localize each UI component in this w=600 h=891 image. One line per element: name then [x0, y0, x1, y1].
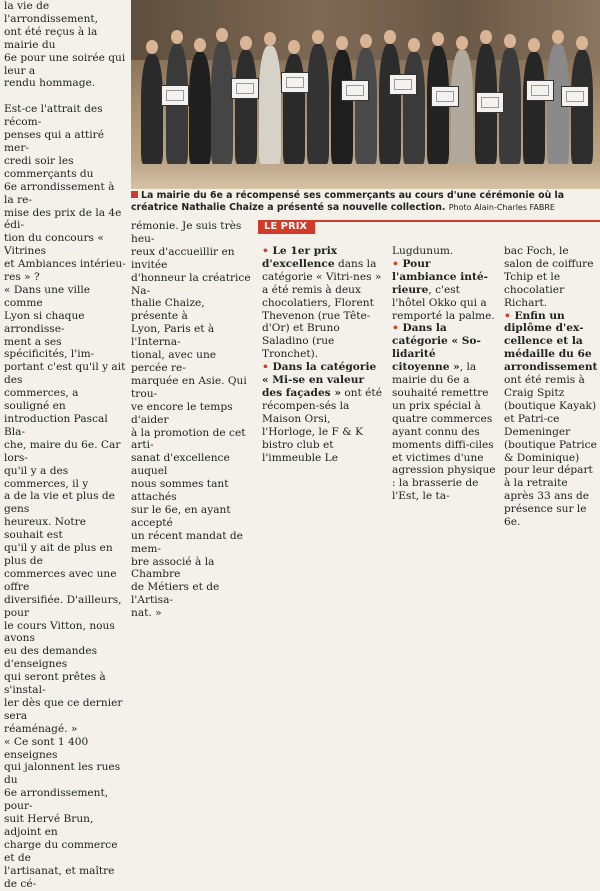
photo-caption	[131, 190, 600, 214]
award-frame	[526, 80, 554, 101]
text-line: commerces, a souligné en	[4, 387, 79, 413]
person-figure	[355, 48, 377, 164]
text-line: « Ce sont 1 400 enseignes	[4, 735, 89, 761]
prize-item	[262, 361, 386, 464]
text-line: suit Hervé Brun, adjoint en	[4, 813, 94, 838]
article-column-2	[131, 220, 254, 620]
text-line: mise des prix de la 4e édi-	[4, 206, 122, 232]
text-line: nous sommes tant attachés	[131, 478, 229, 504]
person-figure	[307, 44, 329, 164]
text-line: Lyon si chaque arrondisse-	[4, 309, 85, 335]
person-figure	[259, 46, 281, 164]
person-head	[432, 32, 444, 46]
person-head	[480, 30, 492, 44]
text-line: eu des demandes d'enseignes	[4, 645, 98, 671]
person-figure	[235, 50, 257, 164]
person-figure	[571, 50, 593, 164]
person-head	[552, 30, 564, 44]
prize-text: , c'est l'hôtel Okko qui a remporté la palme.	[392, 283, 495, 322]
prize-text: , la mairie du 6e a souhaité remettre un prix spécial à quatre commerces ayant connu des moments diffi-ciles et victimes d'une agression physique : la brasserie de l'Est, le ta-	[392, 361, 496, 503]
text-line: à la promotion de cet arti-	[131, 426, 246, 452]
award-frame	[161, 85, 189, 106]
text-line: ont été reçus à la mairie du	[4, 25, 98, 51]
bullet-icon: •	[262, 245, 273, 257]
text-line: heureux. Notre souhait est	[4, 516, 87, 542]
text-line: che, maire du 6e. Car lors-	[4, 438, 121, 464]
text-line: rendu hommage.	[4, 77, 96, 90]
person-head	[336, 36, 348, 50]
text-line: res » ?	[4, 271, 40, 284]
ceremony-photo	[131, 0, 600, 189]
prize-text: ont été remis à Craig Spitz (boutique Kayak) et Patri-ce Demeninger (boutique Patrice & Dominique) pour leur départ à la retraite après 33 ans de présence sur le 6e.	[504, 374, 597, 529]
award-frame	[389, 74, 417, 95]
bullet-icon: •	[262, 361, 273, 374]
text-line: thalie Chaize, présente à	[131, 297, 205, 323]
person-figure	[403, 52, 425, 164]
text-line: bre associé à la Chambre	[131, 555, 215, 581]
text-line: qui jalonnent les rues du	[4, 761, 121, 787]
text-line: diversifiée. D'ailleurs, pour	[4, 593, 122, 619]
person-head	[146, 40, 158, 54]
bullet-icon: •	[392, 322, 403, 335]
text-line: d'honneur la créatrice Na-	[131, 271, 251, 297]
prize-item	[392, 258, 496, 323]
person-head	[456, 36, 468, 50]
text-line: ve encore le temps d'aider	[131, 400, 233, 426]
prize-item	[392, 322, 496, 503]
award-frame	[281, 72, 309, 93]
award-frame	[431, 86, 459, 107]
text-line: ler dès que ce dernier sera	[4, 696, 123, 722]
text-line: et Ambiances intérieu-	[4, 258, 126, 271]
red-square-icon	[131, 191, 138, 198]
prize-category: Dans la catégorie « Mi-se en valeur des façades »	[262, 361, 377, 399]
text-line: reux d'accueillir en invitée	[131, 245, 235, 271]
text-line: tion du concours « Vitrines	[4, 232, 104, 258]
prize-item	[392, 245, 496, 258]
person-figure	[189, 52, 211, 164]
person-head	[194, 38, 206, 52]
award-frame	[341, 80, 369, 101]
text-line: l'artisanat, et maître de cé-	[4, 864, 115, 890]
bullet-icon: •	[504, 309, 515, 322]
text-line: un récent mandat de mem-	[131, 529, 243, 555]
person-head	[216, 28, 228, 42]
prize-category: Pour l'ambiance inté-rieure	[392, 257, 488, 296]
prize-category: Le 1er prix d'excellence	[262, 245, 338, 270]
text-line: ment a ses spécificités, l'im-	[4, 335, 95, 361]
person-head	[504, 34, 516, 48]
person-head	[576, 36, 588, 50]
prize-text: bac Foch, le salon de coiffure Tchip et le chocolatier Richart.	[504, 245, 594, 309]
text-line: commerces avec une offre	[4, 567, 117, 593]
text-line: qu'il y a des commerces, il y	[4, 464, 89, 490]
text-line: nat. »	[131, 607, 162, 620]
prize-text: ont été récompen-sés la Maison Orsi, l'Horloge, le F & K bistro club et l'immeuble Le	[262, 386, 382, 464]
bullet-icon: •	[392, 257, 403, 270]
text-line: marquée en Asie. Qui trou-	[131, 374, 247, 400]
text-line: charge du commerce et de	[4, 838, 118, 864]
text-line: réaménagé. »	[4, 722, 78, 735]
text-line: sanat d'excellence auquel	[131, 452, 230, 478]
text-line: sur le 6e, en ayant accepté	[131, 503, 231, 529]
text-line: Lyon, Paris et à l'Interna-	[131, 323, 215, 349]
prize-column-b	[392, 245, 496, 503]
person-figure	[141, 54, 163, 164]
person-head	[240, 36, 252, 50]
caption-text: La mairie du 6e a récompensé ses commerçants au cours d'une cérémonie où la créatrice Nathalie Chaize a présenté sa nouvelle collection.	[131, 190, 565, 213]
prize-category: Enfin un diplôme d'ex-cellence et la médaille du 6e arrondissement	[504, 309, 598, 374]
prize-item	[262, 245, 386, 361]
prize-text: Lugdunum.	[392, 245, 454, 257]
person-figure	[331, 50, 353, 164]
person-head	[528, 38, 540, 52]
text-line: qu'il y ait de plus en plus de	[4, 542, 113, 567]
award-frame	[476, 92, 504, 113]
text-line: la vie de l'arrondissement,	[4, 0, 99, 25]
person-figure	[211, 42, 233, 164]
text-line: de Métiers et de l'Artisa-	[131, 581, 220, 607]
text-line: a de la vie et plus de gens	[4, 490, 115, 516]
award-frame	[561, 86, 589, 107]
award-frame	[231, 78, 259, 99]
person-figure	[379, 44, 401, 164]
person-head	[264, 32, 276, 46]
text-line: 6e pour une soirée qui leur a	[4, 51, 126, 77]
text-line: 6e arrondissement, pour-	[4, 787, 109, 813]
person-head	[312, 30, 324, 44]
text-line: penses qui a attiré mer-	[4, 129, 104, 154]
person-head	[384, 30, 396, 44]
text-line: « Dans une ville comme	[4, 283, 90, 309]
prize-column-a	[262, 245, 386, 464]
text-line: 6e arrondissement à la re-	[4, 180, 115, 206]
text-line: portant c'est qu'il y ait des	[4, 361, 126, 387]
prize-box-label: LE PRIX	[258, 220, 315, 234]
photo-credit: Photo Alain-Charles FABRE	[448, 202, 555, 212]
article-column-1	[4, 0, 127, 891]
text-line: le cours Vitton, nous avons	[4, 619, 115, 645]
text-line: credi soir les commerçants du	[4, 154, 94, 180]
person-figure	[283, 54, 305, 164]
text-line: rémonie. Je suis très heu-	[131, 220, 242, 245]
person-head	[408, 38, 420, 52]
prize-category: Dans la catégorie « So-lidarité citoyenne »	[392, 322, 481, 374]
text-line: qui seront prêtes à s'instal-	[4, 671, 106, 697]
person-figure	[523, 52, 545, 164]
person-head	[360, 34, 372, 48]
person-head	[171, 30, 183, 44]
text-line: introduction Pascal Bla-	[4, 413, 108, 438]
person-head	[288, 40, 300, 54]
text-line: Est-ce l'attrait des récom-	[4, 103, 103, 129]
prize-column-c	[504, 245, 600, 529]
text-line: tional, avec une percée re-	[131, 349, 217, 374]
prize-item	[504, 245, 600, 310]
text-line	[4, 90, 127, 103]
person-figure	[451, 50, 473, 164]
prize-item	[504, 310, 600, 529]
prize-text: dans la catégorie « Vitri-nes » a été remis à deux chocolatiers, Florent Thevenon (rue Tête-d'Or) et Bruno Saladino (rue Tronchet).	[262, 257, 382, 361]
